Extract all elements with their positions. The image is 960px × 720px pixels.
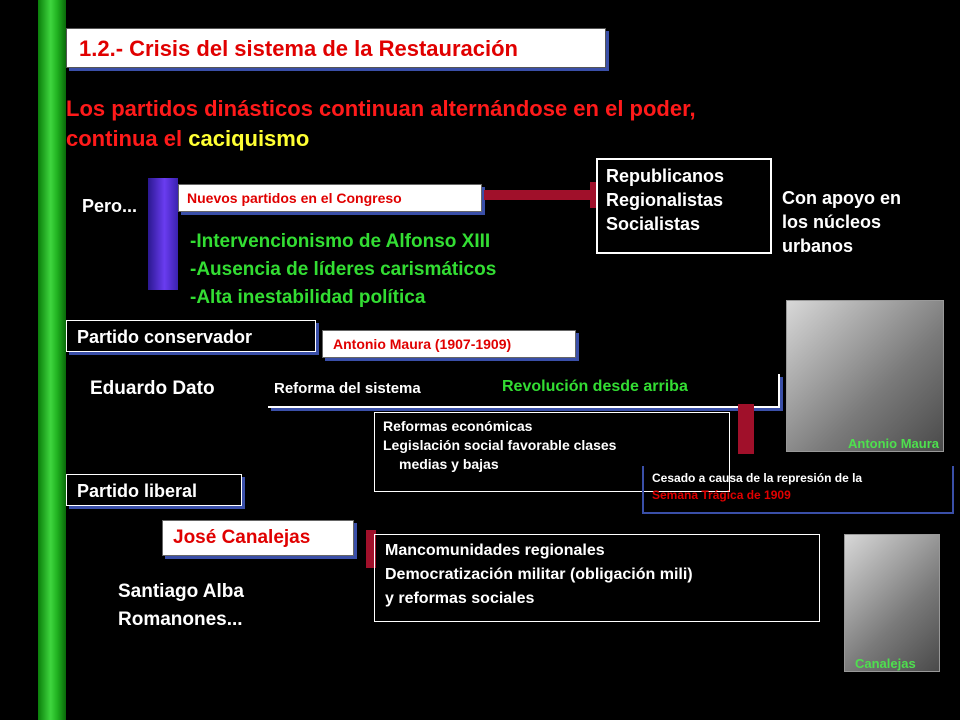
partido-regionalistas: Regionalistas bbox=[606, 190, 724, 210]
lead-line1: Los partidos dinásticos continuan alternándose en el poder, bbox=[66, 96, 696, 121]
canalejas-box: José Canalejas bbox=[162, 520, 354, 556]
romanones: Romanones... bbox=[118, 609, 243, 630]
lead-line2: continua el bbox=[66, 126, 189, 151]
partidos-box bbox=[596, 158, 772, 254]
causa-1: -Intervencionismo de Alfonso XIII bbox=[190, 231, 491, 252]
cesado-box bbox=[642, 466, 954, 514]
pero-label: Pero... bbox=[82, 196, 138, 216]
santiago-alba: Santiago Alba bbox=[118, 581, 244, 602]
maura-box: Antonio Maura (1907-1909) bbox=[322, 330, 576, 358]
semana-tragica: Semana Trágica de 1909 bbox=[652, 488, 791, 502]
medida-1: Mancomunidades regionales bbox=[385, 542, 605, 559]
causas-list bbox=[190, 228, 496, 312]
lead-text bbox=[66, 94, 866, 154]
canalejas-photo-caption: Canalejas bbox=[855, 656, 916, 671]
medida-2: Democratización militar (obligación mili) bbox=[385, 566, 693, 583]
reforma-item-1: Reformas económicas bbox=[383, 418, 533, 434]
purple-bar bbox=[148, 178, 178, 290]
partido-socialistas: Socialistas bbox=[606, 214, 701, 234]
medida-3: y reformas sociales bbox=[385, 590, 535, 607]
maroon-marker-1 bbox=[738, 404, 754, 454]
apoyo-line3: urbanos bbox=[782, 236, 854, 256]
lead-highlight: caciquismo bbox=[188, 126, 310, 151]
maura-photo-caption: Antonio Maura bbox=[848, 436, 939, 451]
causa-2: -Ausencia de líderes carismáticos bbox=[190, 259, 497, 280]
page-title: 1.2.- Crisis del sistema de la Restauración bbox=[66, 28, 606, 68]
otros-liberales bbox=[118, 578, 244, 634]
apoyo-text bbox=[782, 186, 901, 258]
eduardo-dato: Eduardo Dato bbox=[90, 378, 215, 399]
left-green-bar bbox=[38, 0, 66, 720]
partido-conservador-label: Partido conservador bbox=[66, 320, 316, 352]
reforma-line bbox=[268, 374, 780, 408]
canalejas-photo bbox=[844, 534, 940, 672]
partido-liberal-label: Partido liberal bbox=[66, 474, 242, 506]
partido-republicanos: Republicanos bbox=[606, 166, 725, 186]
reforma-item-3: medias y bajas bbox=[399, 456, 499, 472]
connector-bar bbox=[484, 190, 596, 200]
apoyo-line2: los núcleos bbox=[782, 212, 882, 232]
reforma-sistema: Reforma del sistema bbox=[274, 380, 421, 397]
medidas-box bbox=[374, 534, 820, 622]
apoyo-line1: Con apoyo en bbox=[782, 188, 902, 208]
antonio-maura-photo bbox=[786, 300, 944, 452]
nuevos-partidos-box: Nuevos partidos en el Congreso bbox=[178, 184, 482, 212]
revolucion-desde-arriba: Revolución desde arriba bbox=[502, 378, 688, 395]
cesado-text: Cesado a causa de la represión de la bbox=[652, 471, 863, 485]
causa-3: -Alta inestabilidad política bbox=[190, 287, 426, 308]
reforma-item-2: Legislación social favorable clases bbox=[383, 437, 617, 453]
